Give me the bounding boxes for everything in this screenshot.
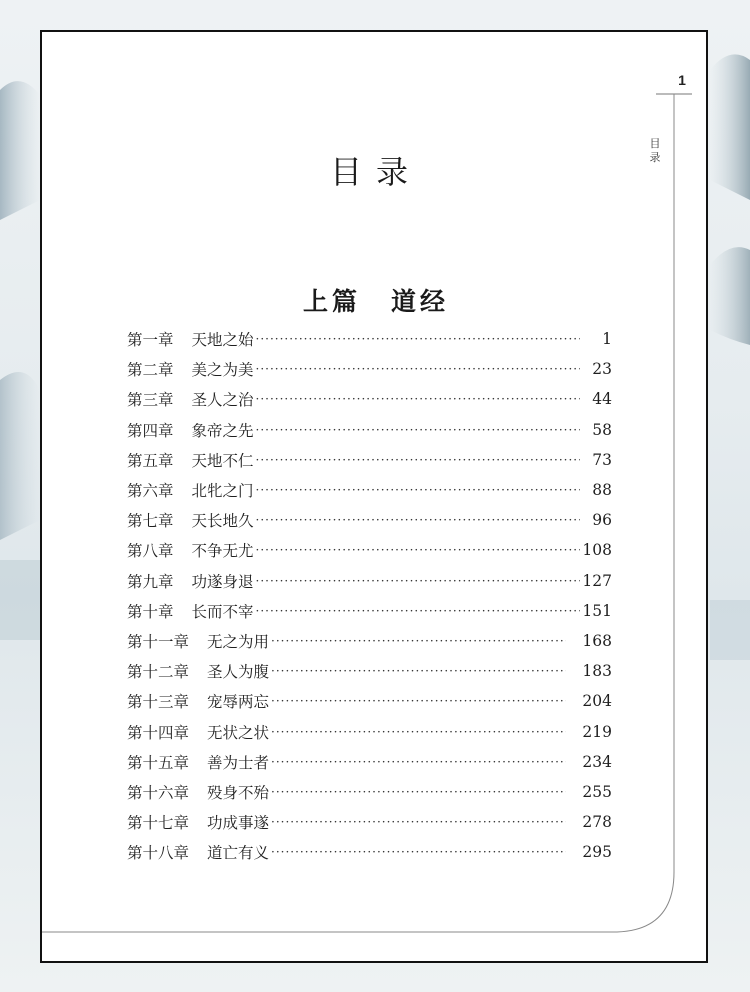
toc-entry[interactable] <box>127 445 612 475</box>
toc-entry[interactable] <box>127 596 612 626</box>
toc-page-number: 44 <box>592 390 612 409</box>
toc-chapter-number: 第十二章 <box>127 663 190 682</box>
toc-leader-dots <box>271 694 566 708</box>
running-header-label: 目录 <box>649 137 661 164</box>
toc-chapter-number: 第八章 <box>127 542 174 561</box>
toc-page-number: 295 <box>582 843 612 862</box>
toc-entry[interactable] <box>127 505 612 535</box>
toc-chapter-number: 第五章 <box>127 451 174 470</box>
toc-leader-dots <box>256 543 580 557</box>
toc-chapter-title: 无状之状 <box>207 723 270 742</box>
toc-leader-dots <box>271 755 566 769</box>
toc-entry[interactable] <box>127 777 612 807</box>
toc-page-number: 278 <box>582 813 612 832</box>
toc-entry[interactable] <box>127 354 612 384</box>
toc-entry[interactable] <box>127 626 612 656</box>
toc-chapter-number: 第十四章 <box>127 723 190 742</box>
toc-chapter-number: 第三章 <box>127 391 174 410</box>
toc-chapter-title: 功成事遂 <box>207 814 270 833</box>
toc-leader-dots <box>256 332 580 346</box>
toc-chapter-title: 天地之始 <box>191 331 254 350</box>
toc-page-number: 219 <box>582 722 612 741</box>
toc-page-number: 73 <box>592 450 612 469</box>
toc-page-number: 108 <box>582 541 612 560</box>
toc-page-number: 183 <box>582 662 612 681</box>
toc-chapter-title: 宠辱两忘 <box>207 693 270 712</box>
toc-chapter-number: 第七章 <box>127 512 174 531</box>
toc-entry[interactable] <box>127 716 612 746</box>
toc-page-number: 58 <box>592 420 612 439</box>
toc-chapter-title: 天地不仁 <box>191 451 254 470</box>
toc-leader-dots <box>256 483 580 497</box>
toc-chapter-title: 美之为美 <box>191 361 254 380</box>
toc-chapter-number: 第一章 <box>127 331 174 350</box>
toc-leader-dots <box>256 392 580 406</box>
toc-entry[interactable] <box>127 747 612 777</box>
part-label: 上篇 <box>302 287 361 316</box>
toc-chapter-title: 功遂身退 <box>191 572 254 591</box>
toc-chapter-title: 北牝之门 <box>191 482 254 501</box>
page-title: 目录 <box>329 153 422 191</box>
toc-entry[interactable] <box>127 324 612 354</box>
toc-chapter-number: 第九章 <box>127 572 174 591</box>
toc-entry[interactable] <box>127 837 612 867</box>
toc-entry[interactable] <box>127 384 612 414</box>
toc-chapter-title: 无之为用 <box>207 632 270 651</box>
toc-page-number: 255 <box>582 782 612 801</box>
toc-page-number: 168 <box>582 631 612 650</box>
toc-chapter-title: 圣人之治 <box>191 391 254 410</box>
toc-entry[interactable] <box>127 566 612 596</box>
page-frame <box>40 30 708 963</box>
toc-chapter-title: 不争无尤 <box>191 542 254 561</box>
toc-chapter-title: 天长地久 <box>191 512 254 531</box>
toc-leader-dots <box>271 845 566 859</box>
toc-page-number: 234 <box>582 752 612 771</box>
toc-page-number: 88 <box>592 481 612 500</box>
toc-chapter-number: 第四章 <box>127 421 174 440</box>
toc-leader-dots <box>256 604 580 618</box>
toc-entry[interactable] <box>127 475 612 505</box>
part-heading <box>42 282 710 318</box>
page-number: 1 <box>678 72 686 88</box>
toc-leader-dots <box>271 634 566 648</box>
toc-page-number: 23 <box>592 360 612 379</box>
toc-leader-dots <box>256 362 580 376</box>
table-of-contents <box>127 324 612 867</box>
toc-chapter-number: 第二章 <box>127 361 174 380</box>
toc-chapter-number: 第十六章 <box>127 783 190 802</box>
toc-leader-dots <box>271 664 566 678</box>
toc-chapter-title: 殁身不殆 <box>207 783 270 802</box>
toc-leader-dots <box>256 423 580 437</box>
toc-leader-dots <box>271 815 566 829</box>
toc-chapter-number: 第十五章 <box>127 753 190 772</box>
toc-chapter-title: 善为士者 <box>207 753 270 772</box>
toc-entry[interactable] <box>127 807 612 837</box>
toc-entry[interactable] <box>127 415 612 445</box>
toc-chapter-title: 道亡有义 <box>207 844 270 863</box>
toc-chapter-number: 第十七章 <box>127 814 190 833</box>
part-name: 道经 <box>391 287 450 316</box>
toc-entry[interactable] <box>127 656 612 686</box>
toc-entry[interactable] <box>127 535 612 565</box>
toc-chapter-number: 第十八章 <box>127 844 190 863</box>
toc-chapter-number: 第十章 <box>127 602 174 621</box>
toc-chapter-title: 象帝之先 <box>191 421 254 440</box>
toc-entry[interactable] <box>127 686 612 716</box>
toc-leader-dots <box>271 725 566 739</box>
toc-chapter-number: 第十一章 <box>127 632 190 651</box>
toc-chapter-title: 长而不宰 <box>191 602 254 621</box>
toc-leader-dots <box>256 574 580 588</box>
toc-page-number: 204 <box>582 692 612 711</box>
toc-page-number: 96 <box>592 511 612 530</box>
toc-page-number: 151 <box>582 601 612 620</box>
toc-chapter-number: 第十三章 <box>127 693 190 712</box>
toc-leader-dots <box>271 785 566 799</box>
toc-page-number: 127 <box>582 571 612 590</box>
toc-leader-dots <box>256 513 580 527</box>
toc-leader-dots <box>256 453 580 467</box>
toc-chapter-number: 第六章 <box>127 482 174 501</box>
toc-page-number: 1 <box>602 330 612 349</box>
toc-chapter-title: 圣人为腹 <box>207 663 270 682</box>
